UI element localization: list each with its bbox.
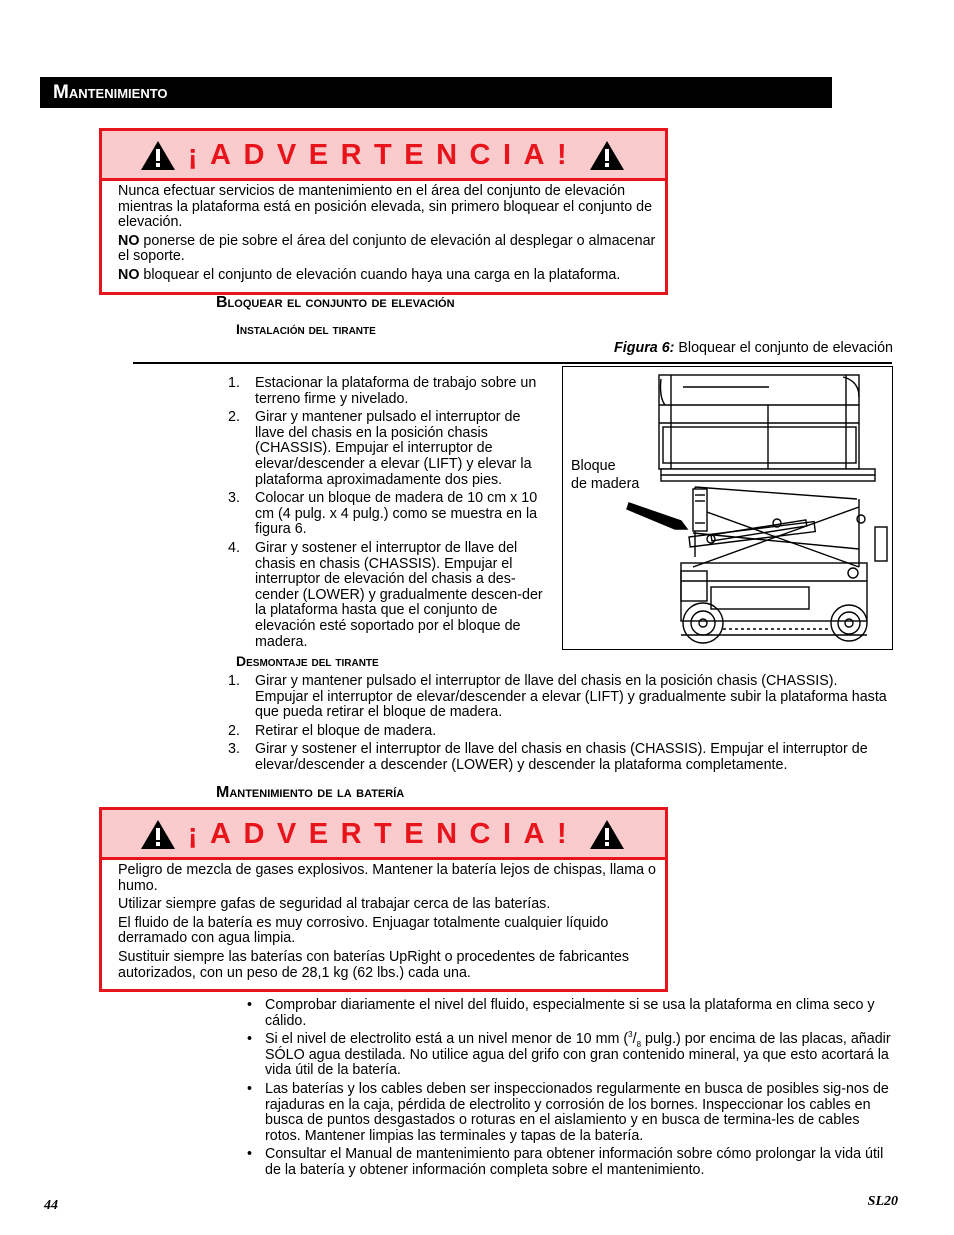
- list-item: 2. Retirar el bloque de madera.: [228, 722, 437, 739]
- warning-text: Utilizar siempre gafas de seguridad al trabajar cerca de las baterías.: [118, 896, 551, 913]
- warning-triangle-icon: [589, 819, 625, 850]
- warning-title: ¡ADVERTENCIA!: [187, 818, 580, 850]
- remove-steps: [228, 674, 894, 777]
- figure-caption: Figura 6: Bloquear el conjunto de elevación: [614, 340, 893, 356]
- warning-header: [102, 810, 665, 860]
- scissor-lift-illustration: [563, 367, 892, 649]
- heading-battery: Mantenimiento de la batería: [216, 784, 405, 801]
- section-title: Mantenimiento: [53, 82, 168, 103]
- warning-triangle-icon: [589, 140, 625, 171]
- list-item: 3. Girar y sostener el interruptor de llave del chasis en chasis (CHASSIS). Empujar el interruptor de elevar/descender a descender (LOWER) y descender la plataforma completamente.: [228, 741, 868, 773]
- warning-text: Sustituir siempre las baterías con baterías UpRight o procedentes de fabricantes autorizados, con un peso de 28,1 kg (62 lbs.) cada una.: [118, 948, 629, 981]
- callout-label: Bloque de madera: [571, 458, 640, 492]
- figure-box: [562, 366, 893, 650]
- list-item: 1. Estacionar la plataforma de trabajo sobre un terreno firme y nivelado.: [228, 375, 537, 407]
- list-item: 4. Girar y sostener el interruptor de llave del chasis en chasis (CHASSIS). Empujar el interruptor de elevación del chasis a des-cender (LOWER) y gradualmente descen-der la plataforma hasta que el conjunto de elevación esté soportado por el bloque de madera.: [228, 539, 543, 650]
- section-title-bar: [40, 77, 832, 108]
- list-item: • Comprobar diariamente el nivel del fluido, especialmente si se usa la plataforma en clima seco y cálido.: [247, 997, 875, 1029]
- page-number: 44: [44, 1198, 58, 1213]
- install-steps: [228, 376, 552, 653]
- warning-text: Nunca efectuar servicios de mantenimiento en el área del conjunto de elevación mientras la plataforma está en posición elevada, sin primero bloquear el conjunto de elevación.: [118, 183, 653, 231]
- heading-block-lift: Bloquear el conjunto de elevación: [216, 294, 455, 311]
- warning-body: [102, 860, 665, 989]
- heading-remove-prop: Desmontaje del tirante: [236, 653, 379, 669]
- warning-box-lift: [99, 128, 668, 295]
- warning-title: ¡ADVERTENCIA!: [187, 139, 580, 171]
- heading-install-prop: Instalación del tirante: [236, 321, 376, 337]
- warning-text: El fluido de la batería es muy corrosivo. Enjuagar totalmente cualquier líquido derramado con agua limpia.: [118, 914, 609, 947]
- list-item: 2. Girar y mantener pulsado el interruptor de llave del chasis en la posición chasis (CHASSIS). Empujar el interruptor de elevar/descender a elevar (LIFT) y elevar la plataforma aproximadamente dos pies.: [228, 409, 532, 488]
- warning-text: Peligro de mezcla de gases explosivos. Mantener la batería lejos de chispas, llama o humo.: [118, 862, 657, 894]
- warning-box-battery: [99, 807, 668, 992]
- warning-text: NO ponerse de pie sobre el área del conjunto de elevación al desplegar o almacenar el soporte.: [118, 232, 656, 265]
- list-item: • Si el nivel de electrolito está a un nivel menor de 10 mm ($^3/_8$ pulg.) por encima de las placas, añadir SÓLO agua destilada. No utilice agua del grifo con gran contenido mineral, ya que esto acortará la vida útil de la batería.: [247, 1030, 891, 1079]
- warning-header: [102, 131, 665, 181]
- list-item: 3. Colocar un bloque de madera de 10 cm x 10 cm (4 pulg. x 4 pulg.) como se muestra en la figura 6.: [228, 490, 538, 538]
- list-item: • Consultar el Manual de mantenimiento para obtener información sobre cómo prolongar la vida útil de la batería y obtener información completa sobre el mantenimiento.: [247, 1146, 884, 1178]
- list-item: 1. Girar y mantener pulsado el interruptor de llave del chasis en la posición chasis (CHASSIS). Empujar el interruptor de elevar/descender a elevar (LIFT) y gradualmente subir la plataforma hasta que pueda retirar el bloque de madera.: [228, 673, 887, 721]
- list-item: • Las baterías y los cables deben ser inspeccionados regularmente en busca de posibles sig-nos de rajaduras en la caja, pérdida de electrolito y corrosión de los bornes. Inspeccionar los cables en busca de puntos desgastados o roturas en el aislamiento y en busca de termina-les de cables rotos. Mantener limpias las terminales y tapas de la batería.: [247, 1080, 889, 1144]
- warning-text: NO bloquear el conjunto de elevación cuando haya una carga en la plataforma.: [118, 266, 621, 283]
- warning-body: [102, 181, 665, 292]
- model-name: SL20: [867, 1194, 898, 1209]
- divider: [133, 362, 892, 364]
- battery-bullets: [247, 998, 894, 1182]
